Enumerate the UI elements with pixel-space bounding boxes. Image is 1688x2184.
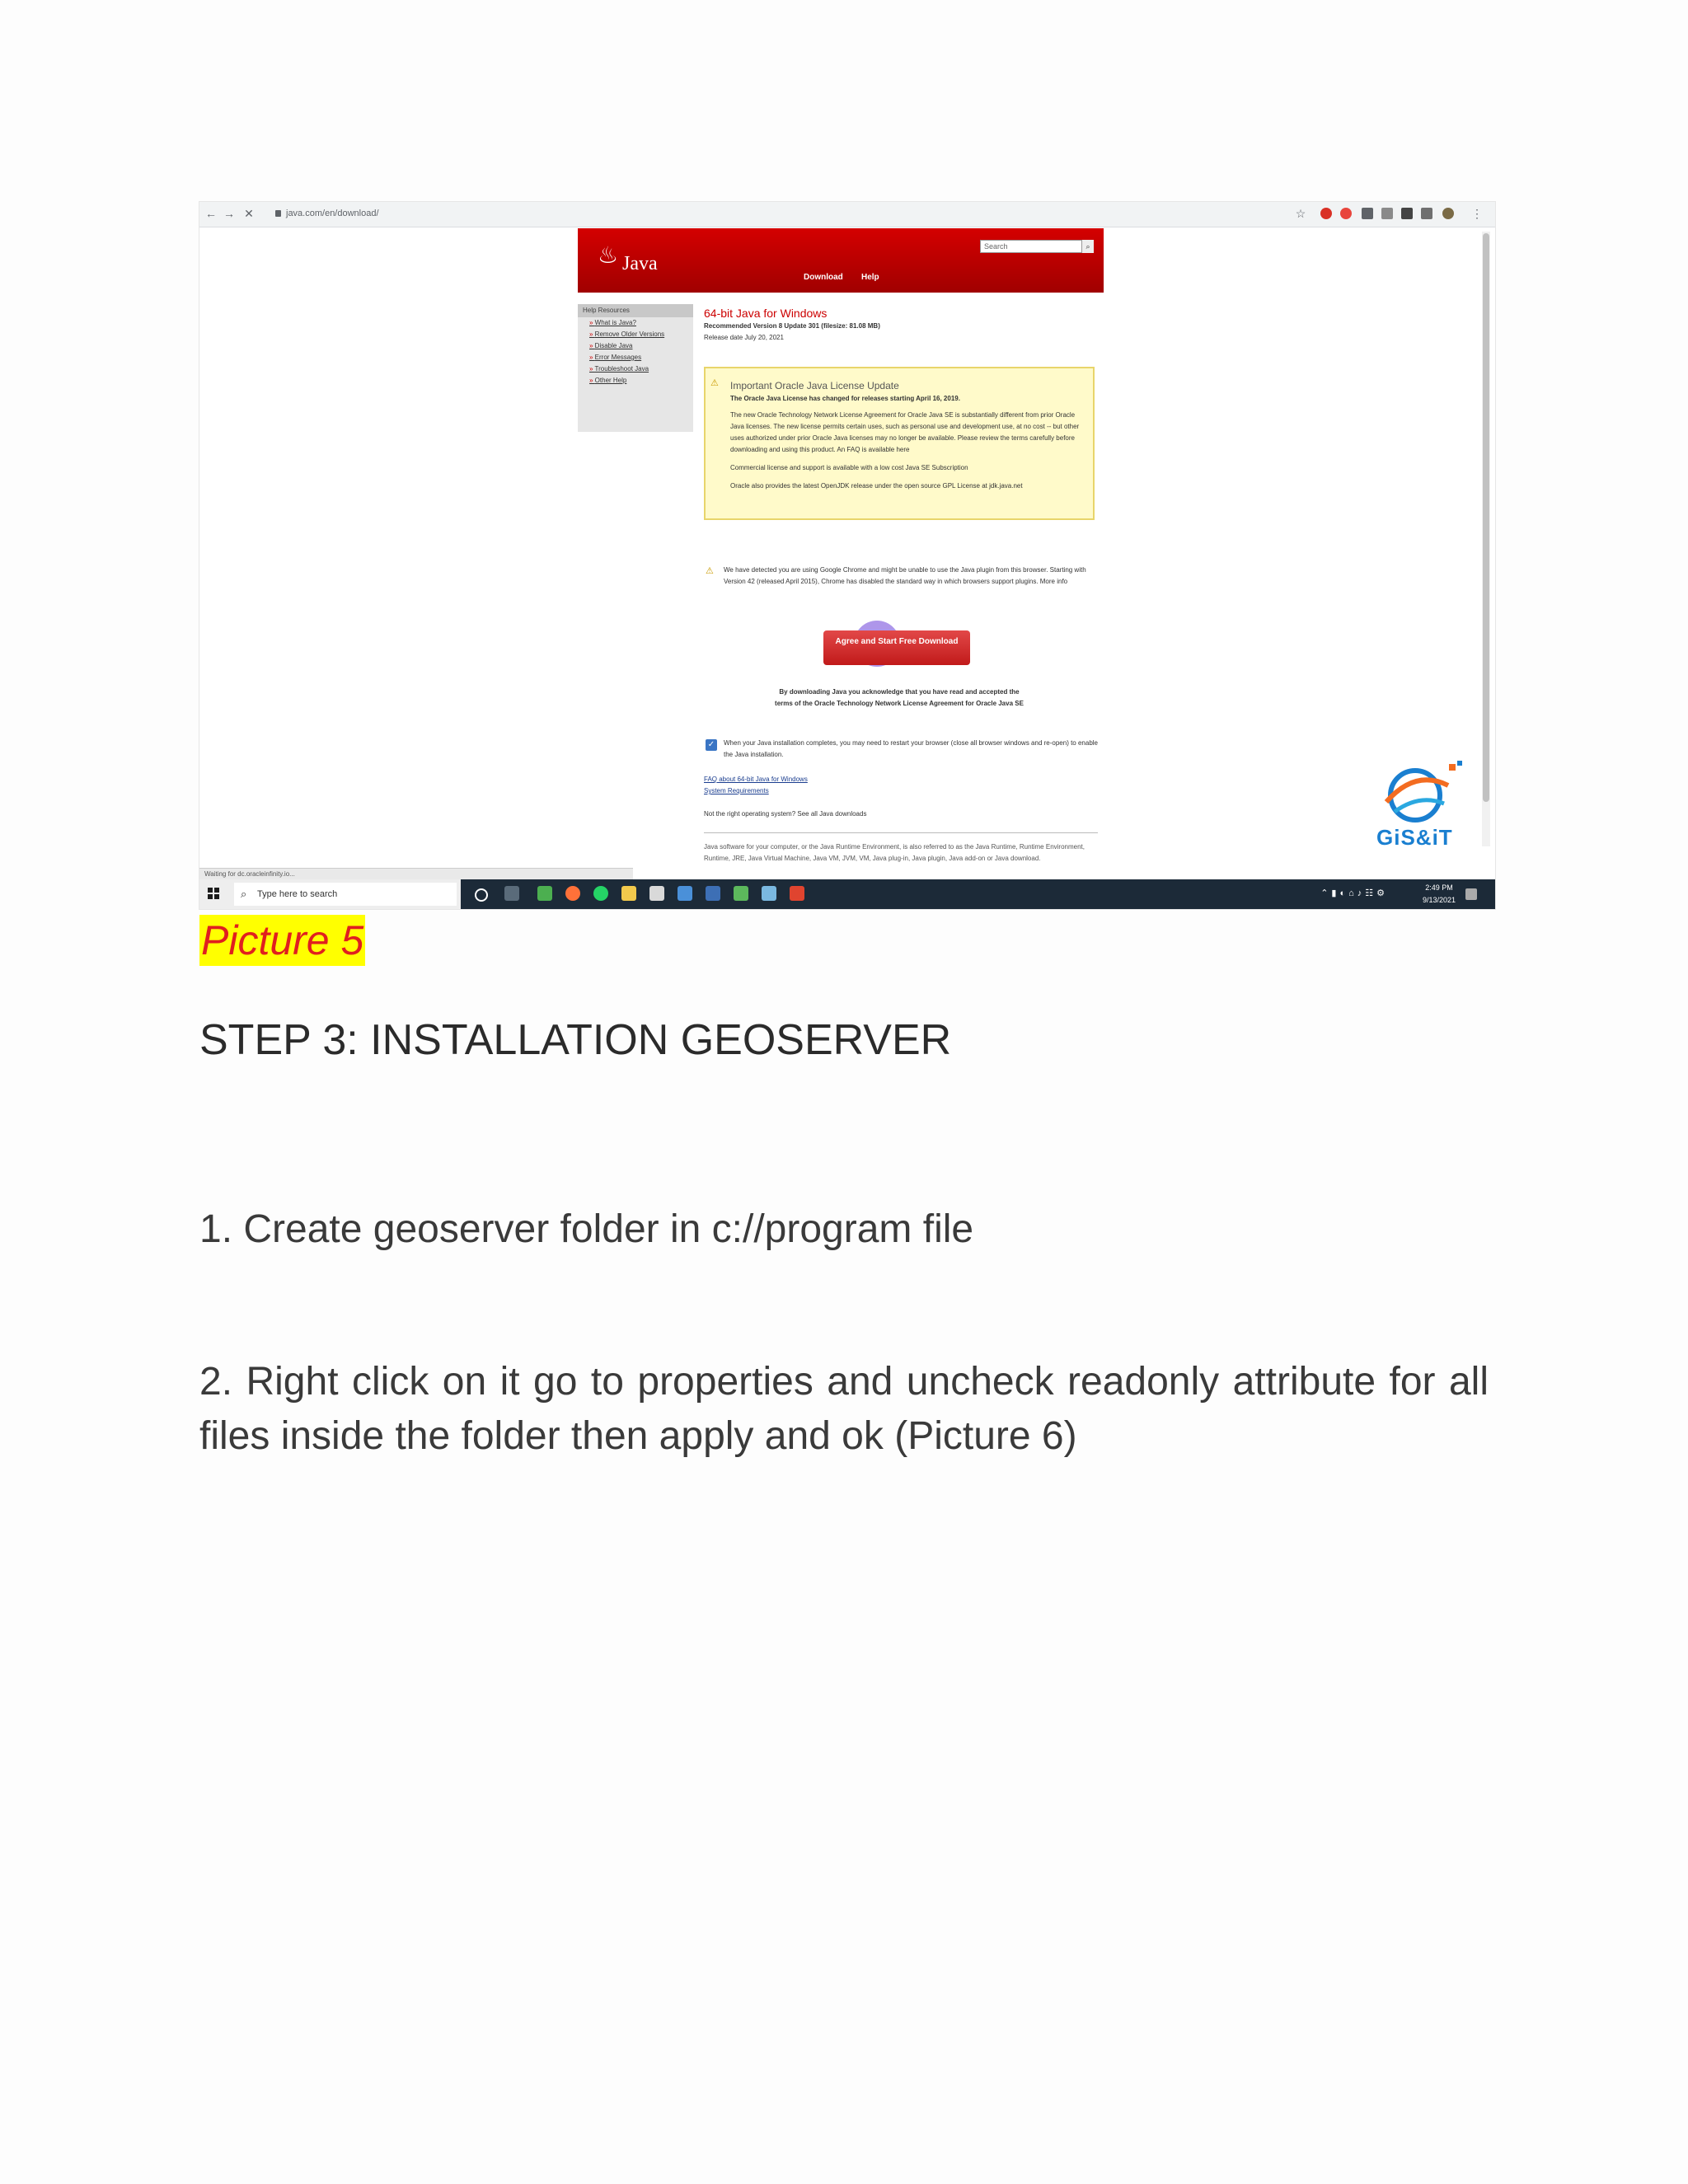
app-icon[interactable] [678, 886, 692, 901]
chrome-warning: We have detected you are using Google Chrome and might be unable to use the Java plugin from this browser. Starting with Version 42 (released April 2015), Chrome has disabled the standard way in which browsers support plugins. More info [724, 566, 1086, 585]
download-info [704, 306, 1098, 344]
scrollbar-thumb[interactable] [1483, 233, 1489, 802]
acknowledgement-text: By downloading Java you acknowledge that you have read and accepted the terms of the Oracle Technology Network License Agreement for Oracle Java SE [775, 688, 1024, 707]
nav-help[interactable]: Help [861, 273, 879, 282]
extension-icon[interactable] [1320, 208, 1332, 219]
download-check-icon: ✓ [706, 739, 717, 751]
sidebar-link[interactable]: » Remove Older Versions [578, 329, 693, 340]
sidebar-link[interactable]: » What is Java? [578, 317, 693, 329]
license-paragraph: The new Oracle Technology Network License Agreement for Oracle Java SE is substantially different from prior Oracle Java licenses. The new license permits certain uses, such as personal use and development use, at no cost -- but other uses authorized under prior Oracle Java licenses may no longer be available. Please review the terms carefully before downloading and using this product. An FAQ is available here [730, 411, 1080, 453]
gisit-wordmark: GiS&iT [1376, 825, 1453, 850]
extension-icon[interactable] [1362, 208, 1373, 219]
nav-download[interactable]: Download [804, 273, 843, 282]
close-icon[interactable]: ✕ [244, 207, 254, 220]
avatar[interactable] [1442, 208, 1454, 219]
recommended-version: Recommended Version 8 Update 301 (filesize: 81.08 MB) [704, 322, 880, 330]
search-icon[interactable]: ⌕ [1082, 240, 1094, 253]
picture-5-screenshot [199, 202, 1495, 909]
cortana-icon[interactable] [475, 888, 488, 902]
footer-text: Java software for your computer, or the Java Runtime Environment, is also referred to as the Java Runtime, Runtime Environment, Runtime, JRE, Java Virtual Machine, Java VM, JVM, VM, Java plug-in, Java plugin, Java add-on or Java download. [704, 843, 1085, 862]
sidebar-heading: Help Resources [578, 304, 693, 317]
search-icon: ⌕ [241, 888, 247, 900]
step-heading: STEP 3: INSTALLATION GEOSERVER [199, 1016, 952, 1064]
license-title: Important Oracle Java License Update [730, 380, 899, 391]
puzzle-icon[interactable] [1401, 208, 1413, 219]
sidebar-link[interactable]: » Other Help [578, 375, 693, 387]
license-paragraph: Oracle also provides the latest OpenJDK release under the open source GPL License at jdk.java.net [730, 482, 1023, 490]
sidebar-link[interactable]: » Troubleshoot Java [578, 363, 693, 375]
star-icon[interactable]: ☆ [1295, 207, 1306, 220]
coffee-cup-icon: ♨ [598, 242, 619, 268]
chrome-icon[interactable] [537, 886, 552, 901]
app-icon[interactable] [706, 886, 720, 901]
other-os-text: Not the right operating system? See all Java downloads [704, 810, 867, 818]
instruction-item: 1. Create geoserver folder in c://program file [199, 1207, 974, 1251]
page-title: 64-bit Java for Windows [704, 307, 828, 320]
file-explorer-icon[interactable] [621, 886, 636, 901]
license-subtitle: The Oracle Java License has changed for releases starting April 16, 2019. [730, 395, 960, 402]
app-icon[interactable] [762, 886, 776, 901]
back-icon[interactable]: ← [205, 207, 217, 220]
faq-link[interactable]: FAQ about 64-bit Java for Windows [704, 776, 808, 783]
help-sidebar [578, 304, 693, 432]
app-icon[interactable] [790, 886, 804, 901]
address-bar[interactable]: java.com/en/download/ [275, 205, 1380, 222]
java-header [578, 228, 1104, 293]
release-date: Release date July 20, 2021 [704, 334, 784, 341]
forward-icon[interactable]: → [223, 207, 235, 220]
browser-toolbar [199, 202, 1495, 227]
divider [704, 832, 1098, 833]
firefox-icon[interactable] [565, 886, 580, 901]
system-tray-icons[interactable]: ⌃▮◐⌂♪☷⚙ [1320, 888, 1388, 898]
windows-taskbar [199, 879, 1495, 909]
task-view-icon[interactable] [504, 886, 519, 901]
whatsapp-icon[interactable] [593, 886, 608, 901]
windows-start-icon[interactable] [208, 888, 219, 899]
faq-links [704, 774, 1098, 797]
taskbar-left [199, 879, 461, 909]
license-paragraph: Commercial license and support is available with a low cost Java SE Subscription [730, 464, 968, 471]
sidebar-link[interactable]: » Disable Java [578, 340, 693, 352]
notification-icon[interactable] [1465, 888, 1477, 900]
restart-note: When your Java installation completes, you may need to restart your browser (close all browser windows and re-open) to enable the Java installation. [724, 739, 1098, 758]
app-icon[interactable] [734, 886, 748, 901]
figure-caption: Picture 5 [199, 915, 365, 966]
playlist-icon[interactable] [1421, 208, 1432, 219]
sidebar-link[interactable]: » Error Messages [578, 352, 693, 363]
search-input[interactable]: Search [980, 240, 1082, 253]
taskbar-search-input[interactable]: ⌕ Type here to search [234, 883, 457, 906]
instruction-item: 2. Right click on it go to properties and uncheck readonly attribute for all files inside the folder then apply and ok (Picture 6) [199, 1360, 1489, 1458]
warning-icon: ⚠ [706, 566, 714, 576]
gisit-logo [1370, 761, 1469, 853]
extension-icon[interactable] [1340, 208, 1352, 219]
extension-icon[interactable] [1381, 208, 1393, 219]
app-icon[interactable] [649, 886, 664, 901]
clock: 2:49 PM 9/13/2021 [1422, 883, 1456, 904]
menu-icon[interactable]: ⋮ [1471, 207, 1483, 220]
scrollbar[interactable] [1482, 232, 1490, 846]
globe-logo-icon [1370, 761, 1469, 827]
agree-download-button[interactable]: Agree and Start Free Download [823, 630, 970, 665]
status-bar: Waiting for dc.oracleinfinity.io... [199, 868, 633, 880]
warning-icon: ⚠ [710, 378, 719, 388]
system-requirements-link[interactable]: System Requirements [704, 787, 769, 794]
lock-icon [275, 210, 281, 217]
license-notice [704, 367, 1095, 520]
java-logo[interactable]: ♨ Java [598, 242, 658, 274]
